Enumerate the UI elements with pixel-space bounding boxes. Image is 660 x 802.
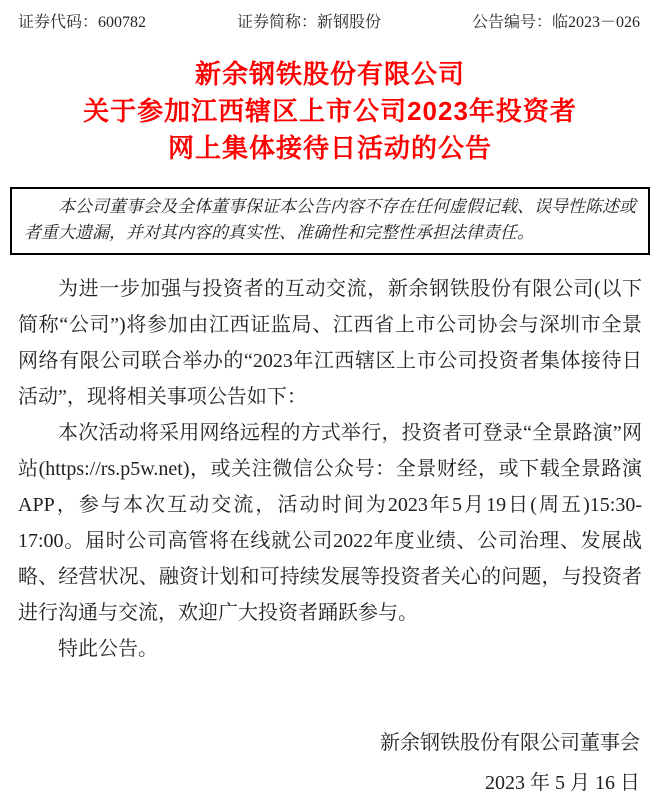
signature-block (0, 723, 640, 802)
title-line-subject: 关于参加江西辖区上市公司2023年投资者 (83, 96, 577, 126)
stock-code: 证券代码：600782 (18, 14, 147, 31)
body-paragraph-intro: 为进一步加强与投资者的互动交流，新余钢铁股份有限公司(以下简称“公司”)将参加由江西证监局、江西省上市公司协会与深圳市全景网络有限公司联合举办的“2023年江西辖区上市公司投资者集体接待日活动”，现将相关事项公告如下： (18, 278, 642, 408)
announcement-title (0, 56, 660, 167)
announcement-body (18, 271, 642, 667)
disclaimer-box (10, 187, 650, 255)
disclaimer-text: 本公司董事会及全体董事保证本公告内容不存在任何虚假记载、误导性陈述或者重大遗漏，并对其内容的真实性、准确性和完整性承担法律责任。 (24, 197, 636, 242)
stock-short-name: 证券简称：新钢股份 (236, 14, 381, 31)
signature-date: 2023 年 5 月 16 日 (485, 772, 640, 794)
title-line-subject-2: 网上集体接待日活动的公告 (167, 133, 492, 163)
body-paragraph-closing: 特此公告。 (58, 638, 158, 660)
title-line-company: 新余钢铁股份有限公司 (194, 59, 465, 89)
signature-company: 新余钢铁股份有限公司董事会 (380, 732, 640, 754)
announcement-number: 公告编号：临2023－026 (471, 14, 640, 31)
document-header (0, 0, 660, 34)
body-paragraph-details: 本次活动将采用网络远程的方式举行，投资者可登录“全景路演”网站(https://rs.p5w.net)，或关注微信公众号：全景财经，或下载全景路演APP，参与本次互动交流，活动时间为2023年5月19日(周五)15:30-17:00。届时公司高管将在线就公司2022年度业绩、公司治理、发展战略、经营状况、融资计划和可持续发展等投资者关心的问题，与投资者进行沟通与交流，欢迎广大投资者踊跃参与。 (18, 422, 642, 624)
